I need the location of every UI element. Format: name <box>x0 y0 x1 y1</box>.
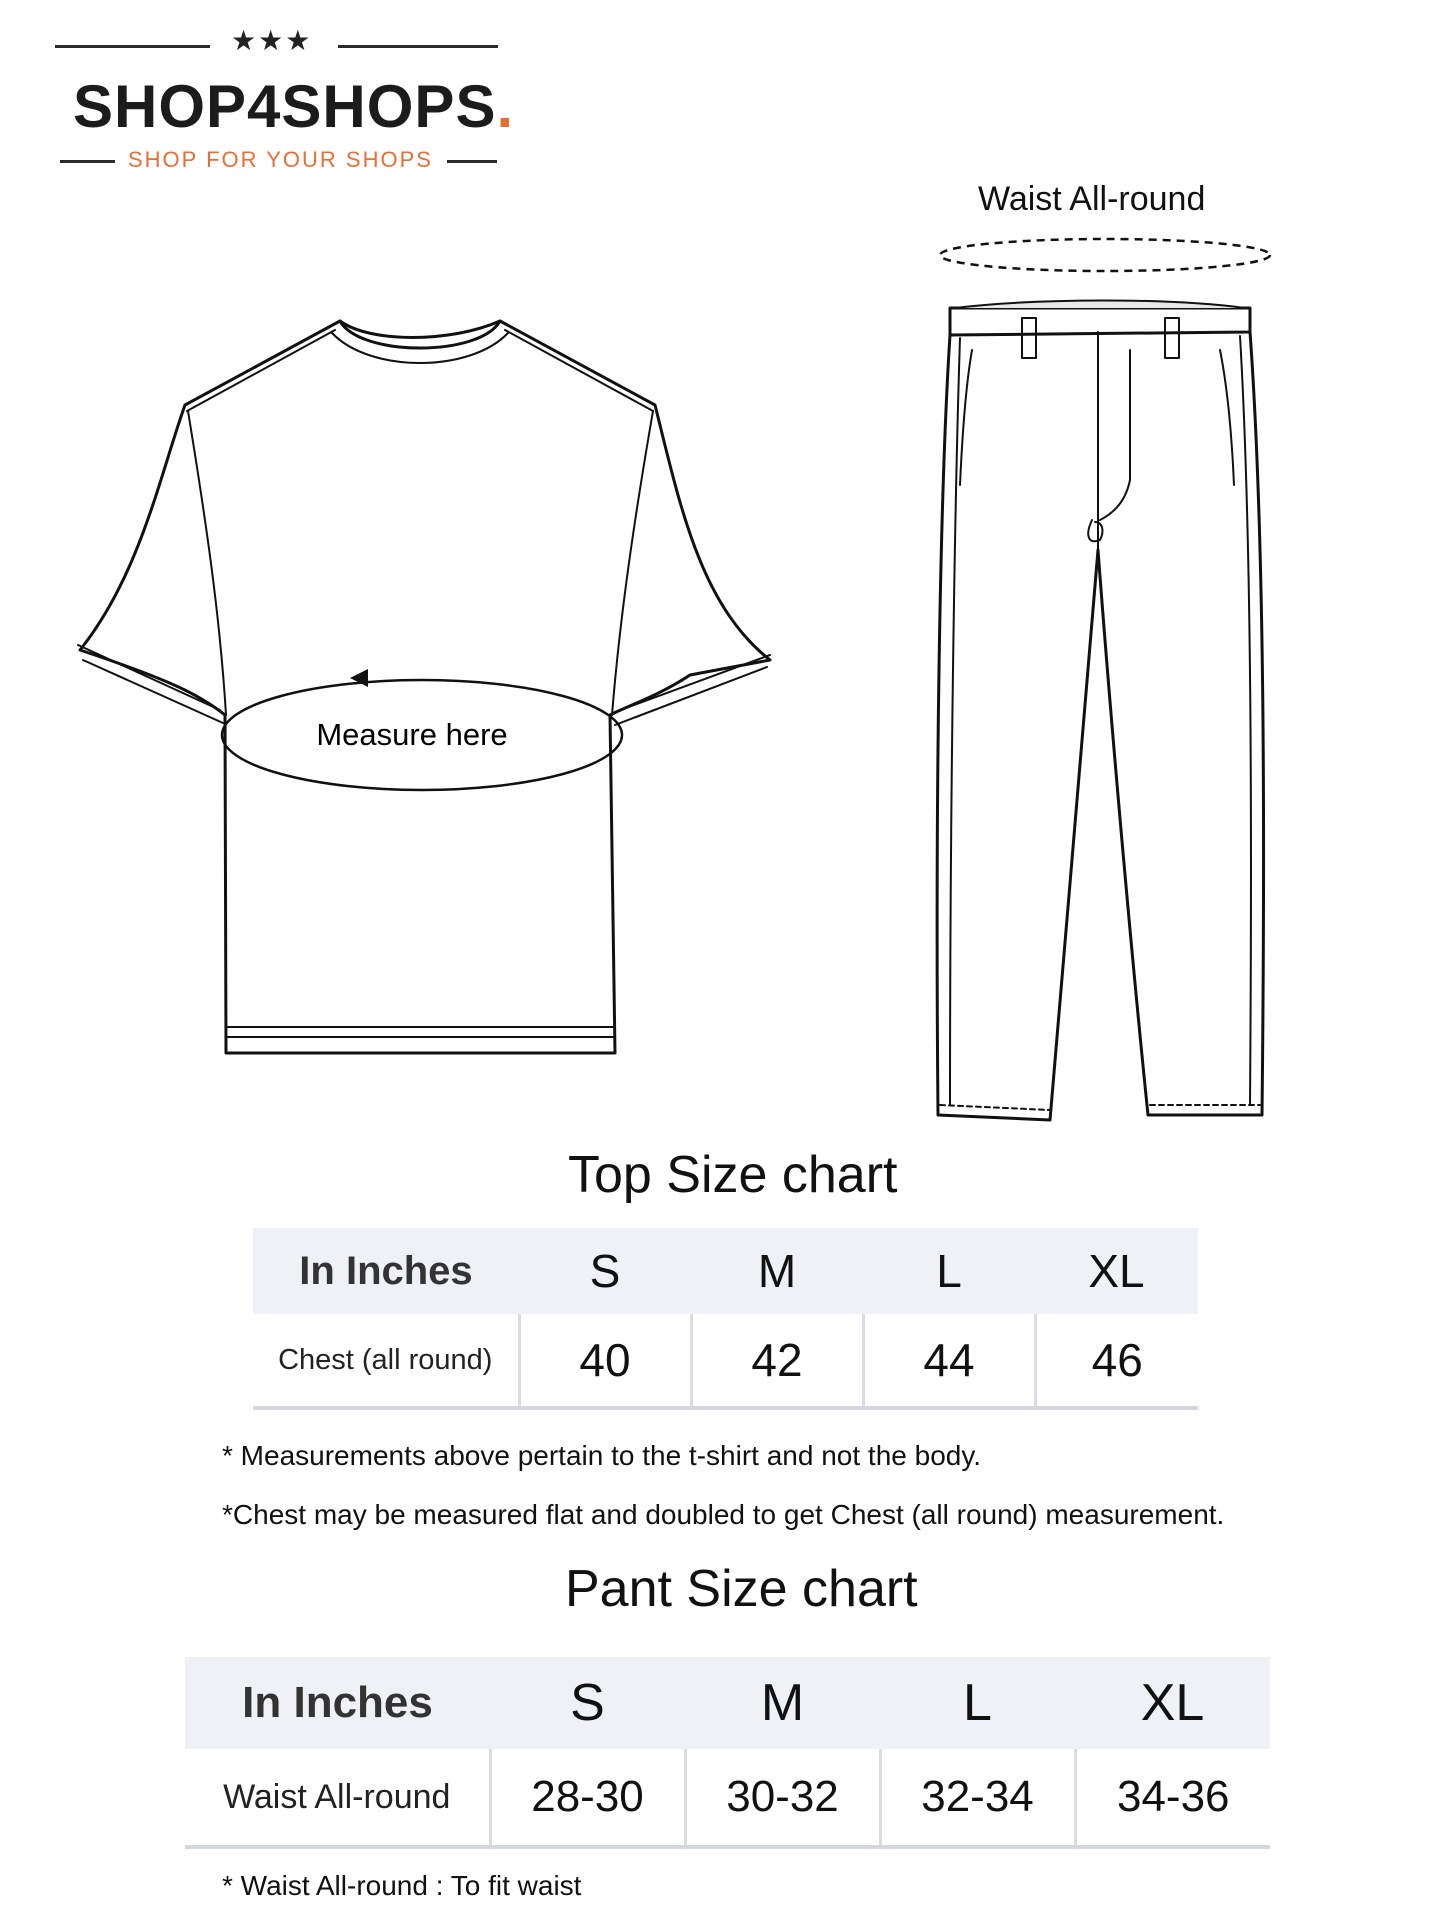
brand-dot: . <box>496 73 515 140</box>
top-size-chart-title: Top Size chart <box>568 1146 898 1204</box>
waist-label: Waist All-round <box>978 180 1206 218</box>
waist-ellipse <box>935 235 1275 275</box>
table-header-cell: M <box>685 1657 880 1749</box>
table-cell: 44 <box>863 1314 1035 1408</box>
table-header-row <box>185 1657 1270 1749</box>
table-header-cell: S <box>519 1228 691 1314</box>
table-header-cell: XL <box>1075 1657 1270 1749</box>
table-header-cell: M <box>691 1228 863 1314</box>
top-size-table <box>253 1228 1198 1410</box>
table-row <box>185 1749 1270 1847</box>
table-header-cell: In Inches <box>185 1657 490 1749</box>
measure-here-label: Measure here <box>316 717 508 752</box>
tagline-divider-right <box>447 160 497 163</box>
note-chest: *Chest may be measured flat and doubled to get Chest (all round) measurement. <box>222 1499 1225 1530</box>
table-row-label: Chest (all round) <box>253 1314 519 1408</box>
logo-divider-left <box>55 45 210 48</box>
table-header-row <box>253 1228 1198 1314</box>
logo-stars-icon: ★★★ <box>231 24 313 57</box>
pants-waistband <box>950 308 1250 335</box>
brand-name-text: SHOP4SHOPS <box>73 73 497 140</box>
tagline-divider-left <box>60 160 115 163</box>
brand-logo <box>55 20 515 180</box>
tshirt-collar <box>340 321 500 348</box>
brand-tagline: SHOP FOR YOUR SHOPS <box>128 147 433 172</box>
table-cell: 30-32 <box>685 1749 880 1847</box>
table-header-cell: In Inches <box>253 1228 519 1314</box>
table-cell: 34-36 <box>1075 1749 1270 1847</box>
pant-size-table <box>185 1657 1270 1849</box>
brand-name <box>73 72 514 141</box>
table-row <box>253 1314 1198 1408</box>
tshirt-outline <box>80 321 770 1053</box>
pants-right-leg <box>1098 332 1264 1115</box>
tshirt-diagram <box>70 315 780 1065</box>
table-cell: 40 <box>519 1314 691 1408</box>
table-header-cell: L <box>880 1657 1075 1749</box>
table-cell: 32-34 <box>880 1749 1075 1847</box>
table-cell: 46 <box>1035 1314 1198 1408</box>
note-measurements: * Measurements above pertain to the t-shirt and not the body. <box>222 1440 982 1471</box>
table-header-cell: XL <box>1035 1228 1198 1314</box>
logo-divider-right <box>338 45 498 48</box>
table-cell: 28-30 <box>490 1749 685 1847</box>
pants-diagram <box>920 290 1290 1145</box>
table-header-cell: L <box>863 1228 1035 1314</box>
pant-size-chart-title: Pant Size chart <box>565 1560 918 1618</box>
table-header-cell: S <box>490 1657 685 1749</box>
note-waist: * Waist All-round : To fit waist <box>222 1870 582 1901</box>
table-cell: 42 <box>691 1314 863 1408</box>
table-row-label: Waist All-round <box>185 1749 490 1847</box>
